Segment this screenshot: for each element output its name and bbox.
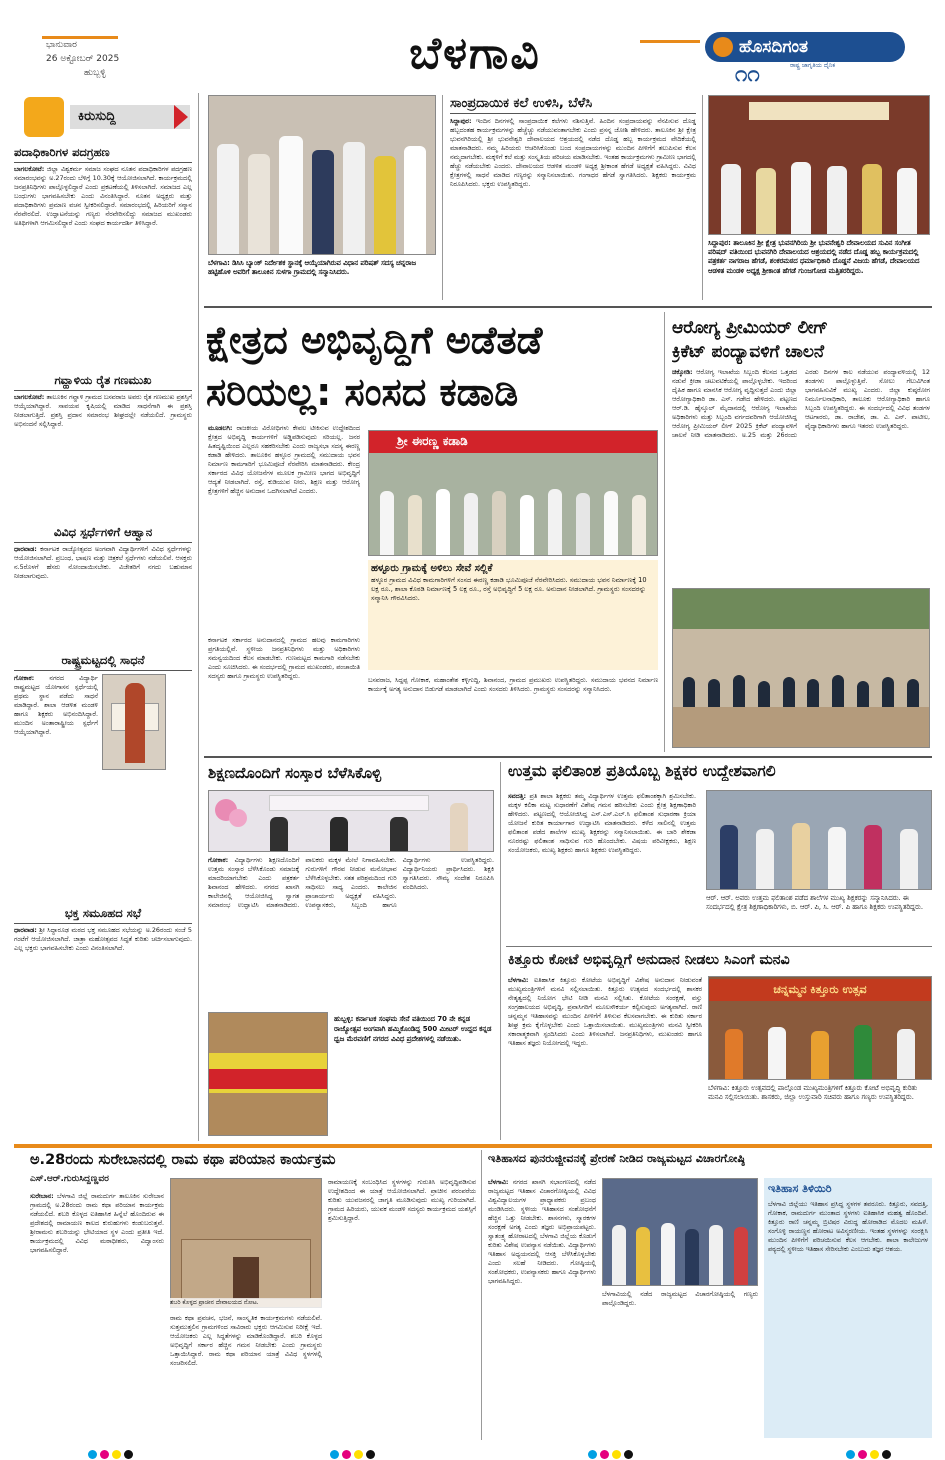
kittur-body — [508, 976, 702, 1136]
registration-dot — [342, 1450, 351, 1459]
person-figure — [632, 495, 646, 555]
lead-headline-line2: ಸರಿಯಲ್ಲ: ಸಂಸದ ಕಡಾಡಿ — [206, 370, 519, 414]
ramakatha-photo — [170, 1178, 322, 1308]
lead-photo-caption-text: ಹಳ್ಳೂರ ಗ್ರಾಮದ ವಿವಿಧ ಕಾಮಗಾರಿಗಳಿಗೆ ಸಂಸದ ಈರಣ್ಣ ಕಡಾಡಿ ಭೂಮಿಪೂಜೆ ನೆರವೇರಿಸಿದರು. ಸಮುದಾಯ ಭವನ ನಿರ್ಮಾಣಕ್ಕೆ 10 ಲಕ್ಷ ರೂ., ಶಾಲಾ ಕೊಠಡಿ ನಿರ್ಮಾಣಕ್ಕೆ 5 ಲಕ್ಷ ರೂ., ರಸ್ತೆ ಅಭಿವೃದ್ಧಿಗೆ 5 ಲಕ್ಷ ರೂ. ಅನುದಾನ ನೀಡಲಾಗಿದೆ. ಗ್ರಾಮಸ್ಥರು ಸಂಸದರನ್ನು ಸನ್ಮಾನಿಸಿ ಗೌರವಿಸಿದರು. — [371, 576, 647, 603]
person-figure — [576, 493, 590, 555]
issue-date: 26 ಅಕ್ಟೋಬರ್ 2025 — [46, 54, 120, 64]
registration-dot — [870, 1450, 879, 1459]
section-title: ಬೆಳಗಾವಿ — [409, 28, 541, 79]
issue-city: ಹುಬ್ಬಳ್ಳಿ — [84, 68, 106, 78]
person-figure — [604, 491, 618, 555]
lead-headline — [206, 314, 658, 418]
registration-dot — [612, 1450, 621, 1459]
person-figure — [436, 489, 450, 555]
person-figure — [464, 493, 478, 555]
field-ground — [673, 707, 929, 747]
kittur-place: ಬೆಳಗಾವಿ: — [508, 976, 529, 984]
registration-dot — [846, 1450, 855, 1459]
masthead-left-rule — [42, 36, 118, 39]
lead-photo — [368, 430, 658, 556]
top-row-bottom-rule — [204, 306, 932, 308]
lead-headline-line1: ಕ್ಷೇತ್ರದ ಅಭಿವೃದ್ಧಿಗೆ ಅಡೆತಡೆ — [206, 318, 543, 362]
stage-banner — [269, 795, 429, 811]
brief-body — [14, 393, 192, 519]
brief-place: ಧಾರವಾಡ: — [14, 926, 37, 934]
cricket-headline-line2: ಕ್ರಿಕೆಟ್ ಪಂದ್ಯಾವಳಿಗೆ ಚಾಲನೆ — [672, 342, 825, 362]
cricket-text: ಆರೋಗ್ಯ ಇಲಾಖೆಯ ಸಿಬ್ಬಂದಿ ಕೆಲಸದ ಒತ್ತಡದ ನಡುವೆ ಕ್ರೀಡಾ ಚಟುವಟಿಕೆಯಲ್ಲಿ ಪಾಲ್ಗೊಳ್ಳಬೇಕು. ಇದರಿಂದ ದೈಹಿಕ ಹಾಗೂ ಮಾನಸಿಕ ಆರೋಗ್ಯ ವೃದ್ಧಿಸುತ್ತದೆ ಎಂದು ಜಿಲ್ಲಾ ಆರೋಗ್ಯಾಧಿಕಾರಿ ಡಾ. ಎಸ್. ಗಡೇದ ಹೇಳಿದರು. ಪಟ್ಟಣದ ಆರ್.ಡಿ. ಹೈಸ್ಕೂಲ್ ಮೈದಾನದಲ್ಲಿ ಆರೋಗ್ಯ ಇಲಾಖೆಯ ಅಧಿಕಾರಿಗಳು ಮತ್ತು ಸಿಬ್ಬಂದಿ ವರ್ಗದವರಿಗಾಗಿ ಆಯೋಜಿಸಿದ್ದ ಆರೋಗ್ಯ ಪ್ರೀಮಿಯರ್ ಲೀಗ್ 2025 ಕ್ರಿಕೆಟ್ ಪಂದ್ಯಾವಳಿಗೆ ಚಾಲನೆ ನೀಡಿ ಮಾತನಾಡಿದರು. ಅ.25 ಮತ್ತು 26ರಂದು ಎರಡು ದಿನಗಳ ಕಾಲ ನಡೆಯುವ ಪಂದ್ಯಾವಳಿಯಲ್ಲಿ 12 ತಂಡಗಳು ಪಾಲ್ಗೊಳ್ಳುತ್ತಿವೆ. ಸೋಲು ಗೆಲುವಿಗಿಂತ ಭಾಗವಹಿಸುವಿಕೆ ಮುಖ್ಯ ಎಂದರು. ಜಿಲ್ಲಾ ಕುಷ್ಠರೋಗ ನಿರ್ಮೂಲನಾಧಿಕಾರಿ, ತಾಲೂಕು ಆರೋಗ್ಯಾಧಿಕಾರಿ ಹಾಗೂ ಸಿಬ್ಬಂದಿ ಉಪಸ್ಥಿತರಿದ್ದರು. ಈ ಸಂದರ್ಭದಲ್ಲಿ ವಿವಿಧ ತಂಡಗಳ ಆಟಗಾರರು, ಡಾ. ರಾಜೇಶ, ಡಾ. ವಿ. ಎನ್. ಪಾಟೀಲ, ವೈದ್ಯಾಧಿಕಾರಿಗಳು ಹಾಗೂ ಇತರರು ಉಪಸ್ಥಿತರಿದ್ದರು. — [672, 368, 930, 439]
bottom-row-rule — [14, 1144, 932, 1148]
stage-banner — [749, 102, 889, 120]
lead-body-left-lower: ಕರ್ನಾಟಕ ಸರ್ಕಾರದ ಅನುದಾನದಲ್ಲಿ ಗ್ರಾಮದ ಹಲವು ಕಾಮಗಾರಿಗಳು ಪ್ರಗತಿಯಲ್ಲಿವೆ. ಸ್ಥಳೀಯ ಜನಪ್ರತಿನಿಧಿಗಳು ಮತ್ತು ಅಧಿಕಾರಿಗಳು ಸಮನ್ವಯದಿಂದ ಕೆಲಸ ಮಾಡಬೇಕು. ಗುಣಮಟ್ಟದ ಕಾಮಗಾರಿ ನಡೆಸಬೇಕು ಎಂದು ಸೂಚಿಸಿದರು. ಈ ಸಂದರ್ಭದಲ್ಲಿ ಗ್ರಾಮದ ಮುಖಂಡರು, ಪಂಚಾಯಿತಿ ಸದಸ್ಯರು ಹಾಗೂ ಗ್ರಾಮಸ್ಥರು ಉಪಸ್ಥಿತರಿದ್ದರು. — [208, 636, 360, 680]
history-headline: ಇತಿಹಾಸದ ಪುನರುಜ್ಜೀವನಕ್ಕೆ ಪ್ರೇರಣೆ ನೀಡಿದ ರಾಜ್ಯಮಟ್ಟದ ವಿಚಾರಗೋಷ್ಠಿ — [488, 1152, 746, 1165]
top-right-caption: ಸಿದ್ದಾಪುರ: ತಾಲೂಕಿನ ಶ್ರೀ ಕ್ಷೇತ್ರ ಭುವನಗಿರಿಯ ಶ್ರೀ ಭುವನೇಶ್ವರಿ ದೇವಾಲಯದ ಸುವಿನ ಸಂಗೀತ ಪರಿಷದ್ ವತಿಯಿಂದ ಭುವನಗಿರಿ ದೇವಾಲಯದ ಆಶ್ರಯದಲ್ಲಿ ನಡೆದ ದೊಡ್ಡ ಹಬ್ಬ ಕಾರ್ಯಕ್ರಮದಲ್ಲಿ ಪತ್ರಕರ್ತ ನಾಗರಾಜ ಹೆಗಡೆ, ಶಂಕರಮಠದ ಧರ್ಮಾಧಿಕಾರಿ ದೊಡ್ಡನೆ ವಿಜಯ ಹೆಗಡೆ, ದೇವಾಲಯದ ಆಡಳಿತ ಮಂಡಳಿ ಅಧ್ಯಕ್ಷ ಶ್ರೀಕಾಂತ ಹೆಗಡೆ ಗುಂಜಗೋಡ ಮತ್ತಿತರರಿದ್ದರು. — [708, 239, 920, 275]
masthead — [0, 0, 945, 92]
registration-dot — [88, 1450, 97, 1459]
education-headline: ಶಿಕ್ಷಣದೊಂದಿಗೆ ಸಂಸ್ಕಾರ ಬೆಳೆಸಿಕೊಳ್ಳಿ — [208, 764, 382, 782]
tree-line — [673, 589, 929, 629]
column-divider — [702, 95, 703, 300]
heritage-headline: ಸಾಂಪ್ರದಾಯಿಕ ಕಲೆ ಉಳಿಸಿ, ಬೆಳೆಸಿ — [450, 96, 696, 114]
brief-place: ಧಾರವಾಡ: — [14, 545, 37, 553]
registration-dots — [330, 1444, 378, 1460]
brief-title: ವಿವಿಧ ಸ್ಪರ್ಧೆಗಳಿಗೆ ಆಹ್ವಾನ — [14, 525, 192, 543]
registration-dots — [588, 1444, 636, 1460]
person-figure — [854, 1025, 872, 1079]
brief-place: ಗೋಕಾಕ: — [14, 674, 35, 682]
person-figure — [408, 495, 422, 555]
kirusuddi-tag-arrow — [174, 105, 188, 129]
registration-dot — [624, 1450, 633, 1459]
lead-place: ಮೂಡಲಗಿ: — [208, 424, 233, 432]
registration-dot — [882, 1450, 891, 1459]
person-figure — [720, 825, 738, 889]
ramakatha-headline: ಅ.28ರಂದು ಸುರೇಬಾನದಲ್ಲಿ ರಾಮ ಕಥಾ ಪರಿಯಾನ ಕಾರ್ಯಕ್ರಮ — [30, 1152, 336, 1168]
ramakatha-col1 — [30, 1192, 164, 1438]
person-figure — [270, 817, 288, 851]
person-figure — [897, 168, 917, 234]
brief-title: ಗವ್ಹಾಳಿಯ ರೈತ ಗಣಮುಖ — [14, 373, 192, 391]
history-caption: ಬೆಳಗಾವಿಯಲ್ಲಿ ನಡೆದ ರಾಜ್ಯಮಟ್ಟದ ವಿಚಾರಗೋಷ್ಠಿಯಲ್ಲಿ ಗಣ್ಯರು ಪಾಲ್ಗೊಂಡಿದ್ದರು. — [602, 1290, 758, 1307]
ramakatha-col3: ರಾಮಾಯಣಕ್ಕೆ ಸಂಬಂಧಿಸಿದ ಸ್ಥಳಗಳನ್ನು ಗುರುತಿಸಿ ಅಭಿವೃದ್ಧಿಪಡಿಸುವ ಉದ್ದೇಶದಿಂದ ಈ ಯಾತ್ರೆ ಆಯೋಜಿಸಲಾಗಿದೆ. ಪ್ರಾಚೀನ ಪರಂಪರೆಯ ಕುರಿತು ಯುವಜನರಲ್ಲಿ ಜಾಗೃತಿ ಮೂಡಿಸುವುದು ಮುಖ್ಯ ಗುರಿಯಾಗಿದೆ. ಗ್ರಾಮದ ಹಿರಿಯರು, ಯುವಕ ಮಂಡಳಿ ಸದಸ್ಯರು ಕಾರ್ಯಕ್ರಮದ ಯಶಸ್ಸಿಗೆ ಶ್ರಮಿಸುತ್ತಿದ್ದಾರೆ. — [328, 1178, 476, 1222]
history-sidebar — [764, 1178, 932, 1438]
rally-photo — [208, 1012, 328, 1136]
cricket-place: ಚಿಕ್ಕೋಡಿ: — [672, 368, 693, 376]
ramakatha-byline: ಎಸ್.ಆರ್.ಗುರುಸಿದ್ದಣ್ಣವರ — [30, 1174, 109, 1184]
person-figure — [548, 489, 562, 555]
kittur-banner — [709, 979, 931, 1001]
column-divider — [664, 312, 665, 752]
person-figure — [217, 144, 239, 254]
brief-item — [14, 145, 192, 367]
student-figure — [125, 683, 145, 763]
history-body — [488, 1178, 596, 1438]
kittur-text: ಐತಿಹಾಸಿಕ ಕಿತ್ತೂರು ಕೋಟೆಯ ಅಭಿವೃದ್ಧಿಗೆ ವಿಶೇಷ ಅನುದಾನ ನೀಡುವಂತೆ ಮುಖ್ಯಮಂತ್ರಿಗಳಿಗೆ ಮನವಿ ಸಲ್ಲಿಸಲಾಯಿತು. ಕಿತ್ತೂರು ಉತ್ಸವದ ಸಂದರ್ಭದಲ್ಲಿ ಶಾಸಕರ ನೇತೃತ್ವದಲ್ಲಿ ನಿಯೋಗ ಭೇಟಿ ನೀಡಿ ಮನವಿ ಸಲ್ಲಿಸಿತು. ಕೋಟೆಯ ಸಂರಕ್ಷಣೆ, ವಸ್ತು ಸಂಗ್ರಹಾಲಯದ ಅಭಿವೃದ್ಧಿ, ಪ್ರವಾಸಿಗರಿಗೆ ಮೂಲಸೌಕರ್ಯ ಕಲ್ಪಿಸುವುದು ಅಗತ್ಯವಾಗಿದೆ. ರಾಣಿ ಚನ್ನಮ್ಮನ ಇತಿಹಾಸವನ್ನು ಮುಂದಿನ ಪೀಳಿಗೆಗೆ ತಿಳಿಸುವ ಕೆಲಸವಾಗಬೇಕು. ಈ ಕುರಿತು ಸರ್ಕಾರ ಶೀಘ್ರ ಕ್ರಮ ಕೈಗೊಳ್ಳಬೇಕು ಎಂದು ಒತ್ತಾಯಿಸಲಾಯಿತು. ಮುಖ್ಯಮಂತ್ರಿಗಳು ಮನವಿ ಸ್ವೀಕರಿಸಿ ಸಕಾರಾತ್ಮಕವಾಗಿ ಸ್ಪಂದಿಸಿದರು ಎಂದು ತಿಳಿಸಲಾಗಿದೆ. ಜನಪ್ರತಿನಿಧಿಗಳು, ಮುಖಂಡರು ಹಾಗೂ ಇತಿಹಾಸ ತಜ್ಞರು ನಿಯೋಗದಲ್ಲಿ ಇದ್ದರು. — [508, 976, 702, 1047]
lead-photo-caption-box — [368, 560, 658, 670]
person-figure — [390, 817, 408, 851]
person-figure — [404, 146, 426, 254]
registration-dot — [330, 1450, 339, 1459]
mid-section-rule — [204, 756, 932, 758]
heritage-text: ಇಂದಿನ ದಿನಗಳಲ್ಲಿ ಸಾಂಪ್ರದಾಯಿಕ ಕಲೆಗಳು ನಶಿಸುತ್ತಿವೆ. ಹಿಂದಿನ ಸಂಪ್ರದಾಯವನ್ನು ನೆನಪಿಸುವ ದೊಡ್ಡ ಹಬ್ಬದಂತಹ ಕಾರ್ಯಕ್ರಮಗಳನ್ನು ಹೆಚ್ಚೆಚ್ಚು ನಡೆಯುವಂತಾಗಬೇಕು ಎಂದು ಪ್ರಸನ್ನ ಜೋಶಿ ಹೇಳಿದರು. ತಾಲೂಕಿನ ಶ್ರೀ ಕ್ಷೇತ್ರ ಭುವನಗಿರಿಯಲ್ಲಿ ಶ್ರೀ ಭುವನೇಶ್ವರಿ ದೇವಾಲಯದ ಆಶ್ರಯದಲ್ಲಿ ನಡೆದ ದೊಡ್ಡ ಹಬ್ಬ ಕಾರ್ಯಕ್ರಮದ ವೇದಿಕೆಯಲ್ಲಿ ಮಾತನಾಡಿದರು. ನಮ್ಮ ಹಿರಿಯರು ಆಚರಿಸಿಕೊಂಡು ಬಂದ ಸಂಪ್ರದಾಯಗಳನ್ನು ಮುಂದಿನ ಪೀಳಿಗೆಗೆ ತಲುಪಿಸುವ ಕೆಲಸ ನಮ್ಮದಾಗಬೇಕು. ಮಕ್ಕಳಿಗೆ ಕಲೆ ಮತ್ತು ಸಂಸ್ಕೃತಿಯ ಪರಿಚಯ ಮಾಡಿಸಬೇಕು. ಇಂತಹ ಕಾರ್ಯಕ್ರಮಗಳು ಗ್ರಾಮೀಣ ಭಾಗದಲ್ಲಿ ಹೆಚ್ಚು ನಡೆಯಬೇಕು ಎಂದರು. ದೇವಾಲಯದ ಆಡಳಿತ ಮಂಡಳಿ ಅಧ್ಯಕ್ಷ ಶ್ರೀಕಾಂತ ಹೆಗಡೆ ಅಧ್ಯಕ್ಷತೆ ವಹಿಸಿದ್ದರು. ವಿವಿಧ ಕ್ಷೇತ್ರಗಳಲ್ಲಿ ಸಾಧನೆ ಮಾಡಿದ ಗಣ್ಯರನ್ನು ಸನ್ಮಾನಿಸಲಾಯಿತು. ಗಂಗಾಧರ ಹೆಗಡೆ ಸ್ವಾಗತಿಸಿದರು. ಶಿಕ್ಷಕರು ಕಾರ್ಯಕ್ರಮ ನಿರೂಪಿಸಿದರು. ಭಕ್ತರು ಉಪಸ್ಥಿತರಿದ್ದರು. — [450, 117, 696, 188]
result-text: ಪ್ರತಿ ಶಾಲಾ ಶಿಕ್ಷಕರು ತಮ್ಮ ವಿದ್ಯಾರ್ಥಿಗಳ ಉತ್ತಮ ಫಲಿತಾಂಶಕ್ಕಾಗಿ ಶ್ರಮಿಸಬೇಕು. ಮಕ್ಕಳ ಕಲಿಕಾ ಮಟ್ಟ ಸುಧಾರಣೆಗೆ ವಿಶೇಷ ಗಮನ ಹರಿಸಬೇಕು ಎಂದು ಕ್ಷೇತ್ರ ಶಿಕ್ಷಣಾಧಿಕಾರಿ ಹೇಳಿದರು. ಪಟ್ಟಣದಲ್ಲಿ ಆಯೋಜಿಸಿದ್ದ ಎಸ್.ಎಸ್.ಎಲ್.ಸಿ ಫಲಿತಾಂಶ ಸುಧಾರಣಾ ಕ್ರಿಯಾ ಯೋಜನೆ ಕುರಿತ ಕಾರ್ಯಾಗಾರ ಉದ್ಘಾಟಿಸಿ ಮಾತನಾಡಿದರು. ಕಳೆದ ಸಾಲಿನಲ್ಲಿ ಉತ್ತಮ ಫಲಿತಾಂಶ ಪಡೆದ ಶಾಲೆಗಳ ಮುಖ್ಯ ಶಿಕ್ಷಕರನ್ನು ಸನ್ಮಾನಿಸಲಾಯಿತು. ಈ ಬಾರಿ ಶೇಕಡಾ ನೂರರಷ್ಟು ಫಲಿತಾಂಶ ಸಾಧಿಸುವ ಗುರಿ ಹೊಂದಬೇಕು. ವಿಷಯ ಪರಿವೀಕ್ಷಕರು, ಶಿಕ್ಷಣ ಸಂಯೋಜಕರು, ಮುಖ್ಯ ಶಿಕ್ಷಕರು ಹಾಗೂ ಶಿಕ್ಷಕರು ಉಪಸ್ಥಿತರಿದ್ದರು. — [508, 792, 696, 854]
brief-title: ಭಕ್ತ ಸಮೂಹದ ಸಭೆ — [14, 906, 192, 924]
brief-text: ನಗರದ ವಿದ್ಯಾರ್ಥಿ ರಾಷ್ಟ್ರಮಟ್ಟದ ಯೋಗಾಸನ ಸ್ಪರ್ಧೆಯಲ್ಲಿ ಪ್ರಥಮ ಸ್ಥಾನ ಪಡೆದು ಸಾಧನೆ ಮಾಡಿದ್ದಾರೆ. ಶಾಲಾ ಆಡಳಿತ ಮಂಡಳಿ ಹಾಗೂ ಶಿಕ್ಷಕರು ಅಭಿನಂದಿಸಿದ್ದಾರೆ. ಮುಂದಿನ ಅಂತಾರಾಷ್ಟ್ರೀಯ ಸ್ಪರ್ಧೆಗೆ ಆಯ್ಕೆಯಾಗಿದ್ದಾರೆ. — [14, 674, 98, 736]
person-figure — [897, 1029, 915, 1079]
ramakatha-place: ಸುರೇಬಾನ: — [30, 1192, 54, 1200]
person-figure — [343, 142, 365, 254]
brief-title: ರಾಷ್ಟ್ರಮಟ್ಟದಲ್ಲಿ ಸಾಧನೆ — [14, 653, 192, 671]
lead-body-left — [208, 424, 360, 632]
column-divider — [481, 1150, 482, 1440]
kirusuddi-header — [14, 93, 192, 141]
history-place: ಬೆಳಗಾವಿ: — [488, 1178, 509, 1186]
history-text: ನಗರದ ಖಾಸಗಿ ಸಭಾಂಗಣದಲ್ಲಿ ನಡೆದ ರಾಜ್ಯಮಟ್ಟದ ಇತಿಹಾಸ ವಿಚಾರಗೋಷ್ಠಿಯಲ್ಲಿ ವಿವಿಧ ವಿಶ್ವವಿದ್ಯಾಲಯಗಳ ಪ್ರಾಧ್ಯಾಪಕರು ಪ್ರಬಂಧ ಮಂಡಿಸಿದರು. ಸ್ಥಳೀಯ ಇತಿಹಾಸದ ಸಂಶೋಧನೆಗೆ ಹೆಚ್ಚಿನ ಒತ್ತು ನೀಡಬೇಕು. ಶಾಸನಗಳು, ಸ್ಮಾರಕಗಳ ಸಂರಕ್ಷಣೆ ಅಗತ್ಯ ಎಂದು ತಜ್ಞರು ಅಭಿಪ್ರಾಯಪಟ್ಟರು. ಸ್ವಾತಂತ್ರ್ಯ ಹೋರಾಟದಲ್ಲಿ ಬೆಳಗಾವಿ ಜಿಲ್ಲೆಯ ಕೊಡುಗೆ ಕುರಿತು ವಿಶೇಷ ಉಪನ್ಯಾಸ ನಡೆಯಿತು. ವಿದ್ಯಾರ್ಥಿಗಳು ಇತಿಹಾಸ ಅಧ್ಯಯನದಲ್ಲಿ ಆಸಕ್ತಿ ಬೆಳೆಸಿಕೊಳ್ಳಬೇಕು ಎಂದು ಸಲಹೆ ನೀಡಿದರು. ಗೋಷ್ಠಿಯಲ್ಲಿ ಸಂಶೋಧಕರು, ಉಪನ್ಯಾಸಕರು ಹಾಗೂ ವಿದ್ಯಾರ್ಥಿಗಳು ಭಾಗವಹಿಸಿದ್ದರು. — [488, 1178, 596, 1285]
person-figure — [279, 136, 303, 254]
brief-place: ಬಾಗಲಕೋಟೆ: — [14, 165, 45, 173]
education-place: ಗೋಕಾಕ: — [208, 856, 229, 864]
brief-place: ಬಾಗಲಕೋಟೆ: — [14, 393, 45, 401]
education-photo — [208, 790, 494, 852]
masthead-right-rule — [640, 40, 700, 43]
result-photo — [706, 790, 932, 890]
brief-item — [14, 906, 192, 1096]
column-divider — [500, 762, 501, 1140]
lead-text-left: ರಾಜಕೀಯ ವಿರೋಧಿಗಳು ಕೇವಲ ಟೀಕಿಸುವ ಉದ್ದೇಶದಿಂದ ಕ್ಷೇತ್ರದ ಅಭಿವೃದ್ಧಿ ಕಾರ್ಯಗಳಿಗೆ ಅಡ್ಡಿಪಡಿಸುವುದು ಸರಿಯಲ್ಲ. ಜನರ ಹಿತದೃಷ್ಟಿಯಿಂದ ಎಲ್ಲರೂ ಸಹಕರಿಸಬೇಕು ಎಂದು ರಾಜ್ಯಸಭಾ ಸದಸ್ಯ ಈರಣ್ಣ ಕಡಾಡಿ ಹೇಳಿದರು. ತಾಲೂಕಿನ ಹಳ್ಳೂರ ಗ್ರಾಮದಲ್ಲಿ ಸಮುದಾಯ ಭವನ ನಿರ್ಮಾಣ ಕಾಮಗಾರಿಗೆ ಭೂಮಿಪೂಜೆ ನೆರವೇರಿಸಿ ಮಾತನಾಡಿದರು. ಕೇಂದ್ರ ಸರ್ಕಾರದ ವಿವಿಧ ಯೋಜನೆಗಳ ಮೂಲಕ ಗ್ರಾಮೀಣ ಭಾಗದ ಅಭಿವೃದ್ಧಿಗೆ ಆದ್ಯತೆ ನೀಡಲಾಗಿದೆ. ರಸ್ತೆ, ಕುಡಿಯುವ ನೀರು, ಶಿಕ್ಷಣ ಮತ್ತು ಆರೋಗ್ಯ ಕ್ಷೇತ್ರಗಳಿಗೆ ಹೆಚ್ಚಿನ ಅನುದಾನ ಒದಗಿಸಲಾಗಿದೆ ಎಂದರು. — [208, 424, 360, 495]
person-figure — [900, 829, 918, 889]
lead-body-bottom: ಬಸವರಾಜ, ಸಿದ್ದಪ್ಪ ಗೋಕಾಕ, ಮಹಾಂತೇಶ ಕಳ್ಳಿಗುದ್ದಿ, ಶಿವಾನಂದ, ಗ್ರಾಮದ ಪ್ರಮುಖರು ಉಪಸ್ಥಿತರಿದ್ದರು. ಸಮುದಾಯ ಭವನದ ನಿರ್ಮಾಣ ಕಾರ್ಯಕ್ಕೆ ಅಗತ್ಯ ಅನುದಾನ ಬಿಡುಗಡೆ ಮಾಡಲಾಗಿದೆ ಎಂದು ಸಂಸದರು ತಿಳಿಸಿದರು. ಗ್ರಾಮಸ್ಥರು ಸಂಸದರನ್ನು ಸನ್ಮಾನಿಸಿದರು. — [368, 676, 658, 693]
person-figure — [827, 166, 847, 234]
person-figure — [862, 164, 882, 234]
person-figure — [374, 156, 396, 254]
kittur-caption: ಬೆಳಗಾವಿ: ಕಿತ್ತೂರು ಉತ್ಸವದಲ್ಲಿ ಪಾಲ್ಗೊಂಡ ಮುಖ್ಯಮಂತ್ರಿಗಳಿಗೆ ಕಿತ್ತೂರು ಕೋಟೆ ಅಭಿವೃದ್ಧಿ ಕುರಿತು ಮನವಿ ಸಲ್ಲಿಸಲಾಯಿತು. ಶಾಸಕರು, ಜಿಲ್ಲಾ ಉಸ್ತುವಾರಿ ಸಚಿವರು ಹಾಗೂ ಗಣ್ಯರು ಉಪಸ್ಥಿತರಿದ್ದರು. — [708, 1084, 918, 1102]
brief-body — [14, 926, 192, 1096]
registration-dot — [112, 1450, 121, 1459]
flag-banner-red — [209, 1069, 327, 1089]
registration-dot — [588, 1450, 597, 1459]
registration-dot — [600, 1450, 609, 1459]
result-body — [508, 792, 696, 942]
person-figure — [520, 495, 534, 555]
brief-text: ಜಿಲ್ಲಾ ವಿಶ್ವಕರ್ಮ ಸಮಾಜ ಸಂಘದ ನೂತನ ಪದಾಧಿಕಾರಿಗಳ ಪದಗ್ರಹಣ ಸಮಾರಂಭವನ್ನು ಅ.27ರಂದು ಬೆಳಿಗ್ಗೆ 10.30ಕ್ಕೆ ಆಯೋಜಿಸಲಾಗಿದೆ. ಕಾರ್ಯಕ್ರಮದಲ್ಲಿ ಜನಪ್ರತಿನಿಧಿಗಳು ಪಾಲ್ಗೊಳ್ಳಲಿದ್ದಾರೆ ಎಂದು ಪ್ರಕಟಣೆಯಲ್ಲಿ ತಿಳಿಸಲಾಗಿದೆ. ಸಮಾಜದ ಎಲ್ಲ ಬಂಧುಗಳು ಭಾಗವಹಿಸಬೇಕು ಎಂದು ವಿನಂತಿಸಿದ್ದಾರೆ. ನೂತನ ಅಧ್ಯಕ್ಷರು ಮತ್ತು ಪದಾಧಿಕಾರಿಗಳು ಪ್ರಮಾಣ ವಚನ ಸ್ವೀಕರಿಸಲಿದ್ದಾರೆ. ಸಮಾರಂಭದಲ್ಲಿ ಹಿರಿಯರಿಗೆ ಸನ್ಮಾನ ನೆರವೇರಲಿದೆ. ಉದ್ಘಾಟನೆಯನ್ನು ಗಣ್ಯರು ನೆರವೇರಿಸಲಿದ್ದು ಸಮಾಜದ ಮುಖಂಡರು ಅತಿಥಿಗಳಾಗಿ ಆಗಮಿಸಲಿದ್ದಾರೆ ಎಂದು ಸಂಘದ ಕಾರ್ಯದರ್ಶಿ ತಿಳಿಸಿದ್ದಾರೆ. — [14, 165, 192, 227]
page-number: ೧೧ — [735, 62, 760, 87]
cricket-headline-line1: ಆರೋಗ್ಯ ಪ್ರೀಮಿಯರ್ ಲೀಗ್ — [672, 318, 828, 338]
kirusuddi-column — [14, 93, 192, 1143]
logo-emblem-icon — [713, 37, 733, 57]
yoga-student-photo — [102, 674, 166, 770]
temple-gate — [233, 1257, 259, 1299]
history-sidebar-text: ಬೆಳಗಾವಿ ಜಿಲ್ಲೆಯು ಇತಿಹಾಸ ಪ್ರಸಿದ್ಧ ಸ್ಥಳಗಳ ತವರೂರು. ಕಿತ್ತೂರು, ಸವದತ್ತಿ, ಗೋಕಾಕ, ರಾಮದುರ್ಗ ಮುಂತಾದ ಸ್ಥಳಗಳು ಐತಿಹಾಸಿಕ ಮಹತ್ವ ಹೊಂದಿವೆ. ಕಿತ್ತೂರು ರಾಣಿ ಚನ್ನಮ್ಮ ಬ್ರಿಟಿಷರ ವಿರುದ್ಧ ಹೋರಾಡಿದ ಮೊದಲ ಮಹಿಳೆ. ಸಂಗೊಳ್ಳಿ ರಾಯಣ್ಣನ ಹೋರಾಟ ಅವಿಸ್ಮರಣೀಯ. ಇಂತಹ ಸ್ಥಳಗಳನ್ನು ಸಂರಕ್ಷಿಸಿ ಮುಂದಿನ ಪೀಳಿಗೆಗೆ ಪರಿಚಯಿಸುವ ಕೆಲಸ ಆಗಬೇಕು. ಶಾಲಾ ಕಾಲೇಜುಗಳ ಪಠ್ಯದಲ್ಲಿ ಸ್ಥಳೀಯ ಇತಿಹಾಸ ಸೇರಿಸಬೇಕು ಎಂಬುದು ತಜ್ಞರ ಆಶಯ. — [768, 1200, 928, 1253]
kittur-photo — [708, 976, 932, 1080]
person-figure — [709, 1225, 723, 1285]
column-divider — [442, 95, 443, 300]
person-figure — [450, 803, 468, 851]
ramakatha-text-col1: ಬೆಳಗಾವಿ ಜಿಲ್ಲೆ ರಾಮದುರ್ಗ ತಾಲೂಕಿನ ಸುರೇಬಾನ ಗ್ರಾಮದಲ್ಲಿ ಅ.28ರಂದು ರಾಮ ಕಥಾ ಪರಿಯಾನ ಕಾರ್ಯಕ್ರಮ ನಡೆಯಲಿದೆ. ಶಬರಿ ಕೊಳ್ಳದ ಐತಿಹಾಸಿಕ ಹಿನ್ನೆಲೆ ಹೊಂದಿರುವ ಈ ಪ್ರದೇಶದಲ್ಲಿ ರಾಮಾಯಣ ಕಾಲದ ಕುರುಹುಗಳು ಕಂಡುಬರುತ್ತವೆ. ಶ್ರೀರಾಮನು ಶಬರಿಯನ್ನು ಭೇಟಿಯಾದ ಸ್ಥಳ ಎಂದು ಪ್ರತೀತಿ ಇದೆ. ಕಾರ್ಯಕ್ರಮದಲ್ಲಿ ವಿವಿಧ ಮಠಾಧೀಶರು, ವಿದ್ವಾಂಸರು ಭಾಗವಹಿಸಲಿದ್ದಾರೆ. — [30, 1192, 164, 1254]
brief-body — [14, 545, 192, 647]
person-figure — [791, 162, 811, 234]
person-figure — [828, 827, 846, 889]
heritage-body — [450, 117, 696, 297]
registration-dot — [100, 1450, 109, 1459]
person-figure — [725, 1029, 743, 1079]
ramakatha-photo-caption: ಶಬರಿ ಕೊಳ್ಳದ ಪ್ರಾಚೀನ ದೇವಾಲಯದ ನೋಟ. — [170, 1298, 322, 1308]
lead-photo-banner — [369, 431, 657, 453]
education-body — [208, 856, 494, 1006]
person-figure — [312, 150, 334, 254]
brief-body — [14, 674, 98, 902]
person-figure — [685, 1229, 699, 1285]
registration-dot — [354, 1450, 363, 1459]
cricket-photo — [672, 588, 930, 748]
top-left-caption: ಬೆಳಗಾವಿ: ಡಿಸಿಸಿ ಬ್ಯಾಂಕ್ ನಿರ್ದೇಶಕ ಸ್ಥಾನಕ್ಕೆ ಆಯ್ಕೆಯಾಗಿರುವ ವಿಧಾನ ಪರಿಷತ್ ಸದಸ್ಯ ಚನ್ನರಾಜ ಹಟ್ಟಿಹೊಳಿ ಅವರಿಗೆ ತಾಲೂಕಿನ ಸುಳಗಾ ಗ್ರಾಮದಲ್ಲಿ ಸನ್ಮಾನಿಸಿದರು. — [208, 259, 416, 277]
balloon-decor — [229, 809, 247, 827]
person-figure — [380, 491, 394, 555]
person-figure — [792, 823, 810, 889]
issue-day: ಭಾನುವಾರ — [46, 40, 77, 50]
lead-photo-caption-title: ಹಳ್ಳೂರು ಗ್ರಾಮಕ್ಕೆ ಅಳಿಲು ಸೇವೆ ಸಲ್ಲಿಕೆ — [371, 563, 493, 574]
brief-title: ಪದಾಧಿಕಾರಿಗಳ ಪದಗ್ರಹಣ — [14, 145, 192, 163]
pointing-hand-icon — [24, 97, 64, 137]
kirusuddi-label: ಕಿರುಸುದ್ದಿ — [78, 109, 116, 124]
person-figure — [492, 491, 506, 555]
brief-body — [14, 165, 192, 367]
cricket-body — [672, 368, 930, 582]
result-place: ಸವದತ್ತಿ: — [508, 792, 527, 800]
paper-tagline: ರಾಷ್ಟ್ರ ಜಾಗೃತಿಯ ದೈನಿಕ — [790, 62, 836, 69]
top-left-photo — [208, 95, 436, 255]
history-sidebar-title: ಇತಿಹಾಸ ತಿಳಿಯಿರಿ — [768, 1182, 832, 1195]
paper-name: ಹೊಸದಿಗಂತ — [739, 37, 809, 57]
person-figure — [636, 1227, 650, 1285]
person-figure — [248, 154, 270, 254]
lead-photo-banner-text: ಶ್ರೀ ಈರಣ್ಣ ಕಡಾಡಿ — [397, 434, 468, 448]
person-figure — [661, 1223, 675, 1285]
rally-caption: ಹುಬ್ಬಳ್ಳಿ: ಕರ್ನಾಟಕ ಸಂಘಮ ಸೇನೆ ವತಿಯಿಂದ 70 ನೇ ಕನ್ನಡ ರಾಜ್ಯೋತ್ಸವ ಅಂಗವಾಗಿ ಹಮ್ಮಿಕೊಂಡಿದ್ದ 500 ಮೀಟರ್ ಉದ್ದದ ಕನ್ನಡ ಧ್ವಜ ಮೆರವಣಿಗೆ ನಗರದ ವಿವಿಧ ಪ್ರದೇಶಗಳಲ್ಲಿ ನಡೆಯಿತು. — [334, 1015, 492, 1043]
person-figure — [612, 1225, 626, 1285]
person-figure — [768, 1027, 786, 1079]
brief-item — [14, 525, 192, 647]
cricket-headline — [672, 316, 932, 364]
result-headline: ಉತ್ತಮ ಫಲಿತಾಂಶ ಪ್ರತಿಯೊಬ್ಬ ಶಿಕ್ಷಕರ ಉದ್ದೇಶವಾಗಲಿ — [508, 762, 776, 780]
person-figure — [864, 825, 882, 889]
person-figure — [756, 168, 776, 234]
kirusuddi-tag — [70, 105, 190, 129]
person-figure — [721, 164, 741, 234]
result-bottom-rule — [506, 946, 932, 947]
registration-dot — [858, 1450, 867, 1459]
kittur-headline: ಕಿತ್ತೂರು ಕೋಟೆ ಅಭಿವೃದ್ಧಿಗೆ ಅನುದಾನ ನೀಡಲು ಸಿಎಂಗೆ ಮನವಿ — [508, 952, 790, 968]
heritage-place: ಸಿದ್ದಾಪುರ: — [450, 117, 472, 125]
result-caption: ಆರ್. ಆರ್. ಅವರು ಉತ್ತಮ ಫಲಿತಾಂಶ ಪಡೆದ ಶಾಲೆಗಳ ಮುಖ್ಯ ಶಿಕ್ಷಕರನ್ನು ಸನ್ಮಾನಿಸಿದರು. ಈ ಸಂದರ್ಭದಲ್ಲಿ ಕ್ಷೇತ್ರ ಶಿಕ್ಷಣಾಧಿಕಾರಿಗಳು, ಬಿ. ಆರ್. ಪಿ, ಸಿ. ಆರ್. ಪಿ ಹಾಗೂ ಶಿಕ್ಷಕರು ಉಪಸ್ಥಿತರಿದ್ದರು. — [706, 894, 923, 912]
person-figure — [811, 1031, 829, 1079]
ramakatha-col2: ರಾಮ ಕಥಾ ಪ್ರವಚನ, ಭಜನೆ, ಸಾಂಸ್ಕೃತಿಕ ಕಾರ್ಯಕ್ರಮಗಳು ನಡೆಯಲಿವೆ. ಸುತ್ತಮುತ್ತಲಿನ ಗ್ರಾಮಗಳಿಂದ ಸಾವಿರಾರು ಭಕ್ತರು ಆಗಮಿಸುವ ನಿರೀಕ್ಷೆ ಇದೆ. ಆಯೋಜಕರು ಎಲ್ಲ ಸಿದ್ಧತೆಗಳನ್ನು ಮಾಡಿಕೊಂಡಿದ್ದಾರೆ. ಶಬರಿ ಕೊಳ್ಳದ ಅಭಿವೃದ್ಧಿಗೆ ಸರ್ಕಾರ ಹೆಚ್ಚಿನ ಗಮನ ನೀಡಬೇಕು ಎಂದು ಗ್ರಾಮಸ್ಥರು ಒತ್ತಾಯಿಸಿದ್ದಾರೆ. ರಾಮ ಕಥಾ ಪರಿಯಾನ ಯಾತ್ರೆ ವಿವಿಧ ಸ್ಥಳಗಳಲ್ಲಿ ಸಂಚರಿಸಲಿದೆ. — [170, 1314, 322, 1367]
registration-dots — [846, 1444, 894, 1460]
person-figure — [734, 1227, 748, 1285]
brief-text: ಶ್ರೀ ಸಿದ್ಧಾರೂಢ ಮಠದ ಭಕ್ತ ಸಮೂಹದ ಸಭೆಯನ್ನು ಅ.26ರಂದು ಸಂಜೆ 5 ಗಂಟೆಗೆ ಆಯೋಜಿಸಲಾಗಿದೆ. ಜಾತ್ರಾ ಮಹೋತ್ಸವದ ಸಿದ್ಧತೆ ಕುರಿತು ಚರ್ಚಿಸಲಾಗುವುದು. ಎಲ್ಲ ಭಕ್ತರು ಭಾಗವಹಿಸಬೇಕು ಎಂದು ವಿನಂತಿಸಲಾಗಿದೆ. — [14, 926, 192, 952]
registration-dots — [88, 1444, 136, 1460]
brief-item — [14, 373, 192, 519]
registration-dot — [124, 1450, 133, 1459]
person-figure — [756, 829, 774, 889]
brief-text: ಕರ್ನಾಟಕ ರಾಜ್ಯೋತ್ಸವದ ಅಂಗವಾಗಿ ವಿದ್ಯಾರ್ಥಿಗಳಿಗೆ ವಿವಿಧ ಸ್ಪರ್ಧೆಗಳನ್ನು ಆಯೋಜಿಸಲಾಗಿದೆ. ಪ್ರಬಂಧ, ಭಾಷಣ ಮತ್ತು ಚಿತ್ರಕಲೆ ಸ್ಪರ್ಧೆಗಳು ನಡೆಯಲಿವೆ. ಆಸಕ್ತರು ನ.5ರೊಳಗೆ ಹೆಸರು ನೋಂದಾಯಿಸಬೇಕು. ವಿಜೇತರಿಗೆ ನಗದು ಬಹುಮಾನ ನೀಡಲಾಗುವುದು. — [14, 545, 192, 580]
education-text: ವಿದ್ಯಾರ್ಥಿಗಳು ಶಿಕ್ಷಣದೊಂದಿಗೆ ಉತ್ತಮ ಸಂಸ್ಕಾರ ಬೆಳೆಸಿಕೊಂಡು ಸಮಾಜಕ್ಕೆ ಮಾದರಿಯಾಗಬೇಕು ಎಂದು ಪತ್ರಕರ್ತ ಶಿವಾನಂದ ಹೇಳಿದರು. ನಗರದ ಖಾಸಗಿ ಕಾಲೇಜಿನಲ್ಲಿ ಆಯೋಜಿಸಿದ್ದ ಸ್ವಾಗತ ಸಮಾರಂಭ ಉದ್ಘಾಟಿಸಿ ಮಾತನಾಡಿದರು. ಪಾಲಕರು ಮಕ್ಕಳ ಮೇಲೆ ನಿಗಾವಹಿಸಬೇಕು. ಗುರುಗಳಿಗೆ ಗೌರವ ನೀಡುವ ಮನೋಭಾವ ಬೆಳೆಸಿಕೊಳ್ಳಬೇಕು. ಸತತ ಪರಿಶ್ರಮದಿಂದ ಗುರಿ ಸಾಧಿಸಲು ಸಾಧ್ಯ ಎಂದರು. ಕಾಲೇಜಿನ ಪ್ರಾಚಾರ್ಯರು ಅಧ್ಯಕ್ಷತೆ ವಹಿಸಿದ್ದರು. ಉಪನ್ಯಾಸಕರು, ಸಿಬ್ಬಂದಿ ಹಾಗೂ ವಿದ್ಯಾರ್ಥಿಗಳು ಉಪಸ್ಥಿತರಿದ್ದರು. ವಿದ್ಯಾರ್ಥಿನಿಯರು ಪ್ರಾರ್ಥಿಸಿದರು. ಶಿಕ್ಷಕಿ ಸ್ವಾಗತಿಸಿದರು. ಸೌಮ್ಯ ಸಂದೇಶ ನಿರೂಪಿಸಿ ವಂದಿಸಿದರು. — [208, 856, 494, 909]
history-photo — [602, 1178, 758, 1286]
paper-logo — [705, 32, 905, 62]
brief-text: ತಾಲೂಕಿನ ಗವ್ಹಾಳಿ ಗ್ರಾಮದ ಬಸವರಾಜ ಅವರು ರೈತ ಗಣಮುಖ ಪ್ರಶಸ್ತಿಗೆ ಆಯ್ಕೆಯಾಗಿದ್ದಾರೆ. ಸಾವಯವ ಕೃಷಿಯಲ್ಲಿ ಮಾಡಿದ ಸಾಧನೆಗಾಗಿ ಈ ಪ್ರಶಸ್ತಿ ನೀಡಲಾಗುತ್ತಿದೆ. ಪ್ರಶಸ್ತಿ ಪ್ರದಾನ ಸಮಾರಂಭ ಶೀಘ್ರದಲ್ಲೇ ನಡೆಯಲಿದೆ. ಗ್ರಾಮಸ್ಥರು ಅಭಿನಂದನೆ ಸಲ್ಲಿಸಿದ್ದಾರೆ. — [14, 393, 192, 428]
top-right-photo — [708, 95, 930, 235]
person-figure — [330, 817, 348, 851]
sidebar-divider — [198, 93, 199, 1141]
kittur-banner-text: ಚನ್ನಮ್ಮನ ಕಿತ್ತೂರು ಉತ್ಸವ — [773, 983, 867, 996]
registration-dot — [366, 1450, 375, 1459]
brief-item — [14, 653, 192, 902]
